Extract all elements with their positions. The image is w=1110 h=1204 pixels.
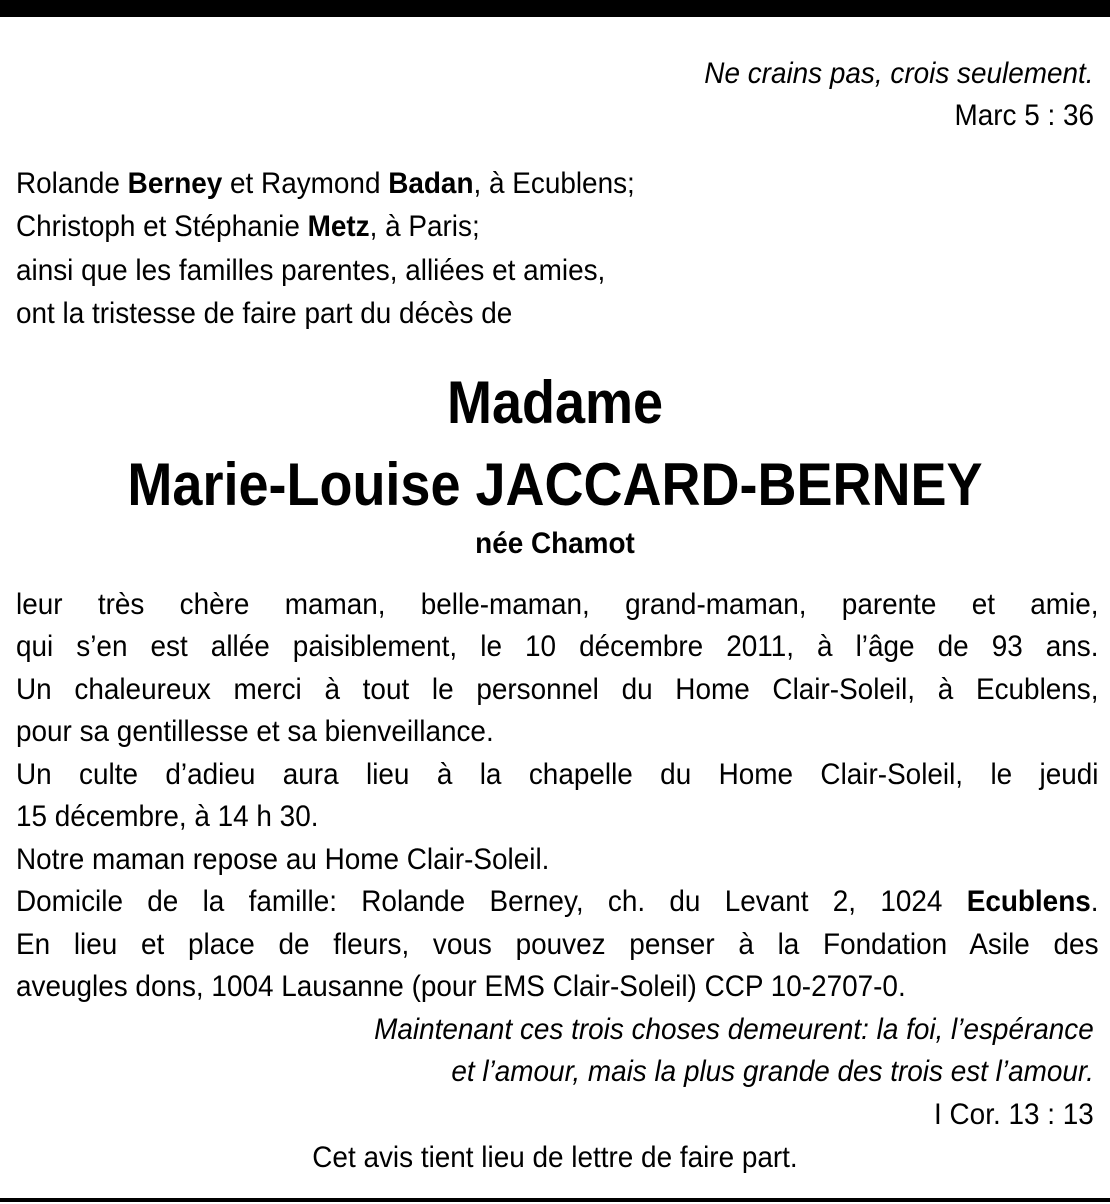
family-line-1-text-d: , à Ecublens; — [473, 167, 635, 200]
family-name-badan: Badan — [388, 167, 474, 200]
top-rule — [0, 0, 1110, 17]
family-line-2 — [16, 209, 480, 245]
family-line-1-text-c: et Raymond — [222, 167, 389, 200]
deceased-name: Marie-Louise JACCARD-BERNEY — [127, 451, 983, 518]
deceased-title: Madame — [446, 369, 664, 436]
verse-bottom-line-1: Maintenant ces trois choses demeurent: la foi, l’espérance — [374, 1013, 1094, 1046]
address-text: Domicile de la famille: Rolande Berney, ch. du Levant 2, 1024 — [16, 885, 967, 918]
body-line-3: Un chaleureux merci à tout le personnel du Home Clair-Soleil, à Ecublens, — [16, 673, 1099, 706]
body-line-7: Notre maman repose au Home Clair-Soleil. — [16, 843, 550, 876]
verse-top-reference: Marc 5 : 36 — [954, 99, 1094, 132]
bottom-rule — [0, 1198, 1110, 1202]
verse-bottom-reference: I Cor. 13 : 13 — [934, 1098, 1094, 1131]
body-line-9: En lieu et place de fleurs, vous pouvez penser à la Fondation Asile des — [16, 928, 1099, 961]
body-line-2: qui s’en est allée paisiblement, le 10 décembre 2011, à l’âge de 93 ans. — [16, 630, 1099, 663]
body-line-10: aveugles dons, 1004 Lausanne (pour EMS Clair-Soleil) CCP 10-2707-0. — [16, 970, 906, 1003]
deceased-maiden-name: née Chamot — [475, 527, 635, 560]
family-line-1-text-a: Rolande — [16, 167, 128, 200]
body-line-5: Un culte d’adieu aura lieu à la chapelle du Home Clair-Soleil, le jeudi — [16, 758, 1099, 791]
family-line-4: ont la tristesse de faire part du décès de — [16, 297, 513, 330]
family-name-metz: Metz — [307, 210, 370, 243]
body-line-6: 15 décembre, à 14 h 30. — [16, 800, 319, 833]
family-line-2-text-a: Christoph et Stéphanie — [16, 210, 308, 243]
family-line-2-text-c: , à Paris; — [369, 210, 480, 243]
family-line-1 — [16, 166, 635, 202]
body-line-1: leur très chère maman, belle-maman, grand-maman, parente et amie, — [16, 588, 1099, 621]
address-period: . — [1090, 885, 1099, 918]
body-line-8 — [16, 884, 1099, 920]
family-line-3: ainsi que les familles parentes, alliées et amies, — [16, 254, 606, 287]
family-name-berney: Berney — [127, 167, 223, 200]
body-line-4: pour sa gentillesse et sa bienveillance. — [16, 715, 494, 748]
address-town: Ecublens — [966, 885, 1091, 918]
footer-note: Cet avis tient lieu de lettre de faire part. — [312, 1141, 798, 1174]
verse-top-quote: Ne crains pas, crois seulement. — [704, 57, 1094, 90]
verse-bottom-line-2: et l’amour, mais la plus grande des trois est l’amour. — [451, 1055, 1094, 1088]
